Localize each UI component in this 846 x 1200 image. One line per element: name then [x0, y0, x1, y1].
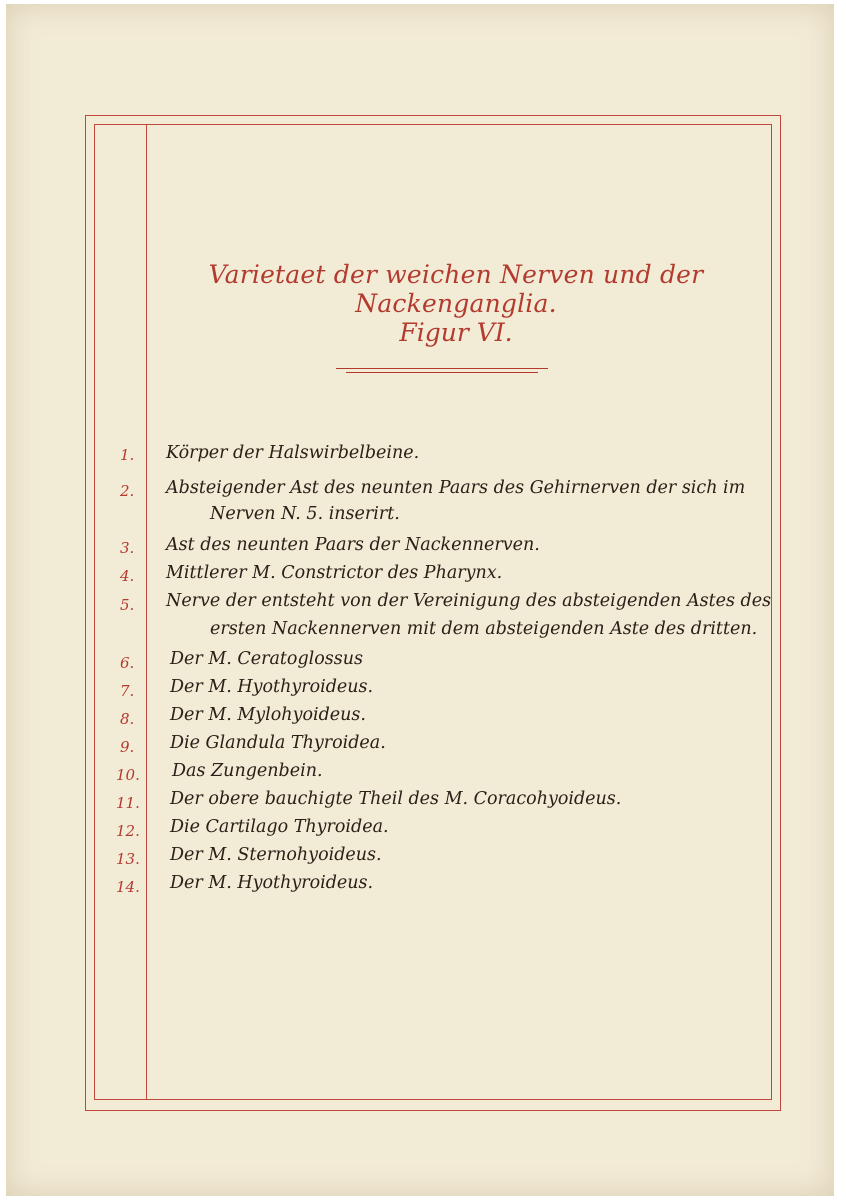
entry-number: 3.: [120, 539, 135, 557]
entry-number: 1.: [120, 446, 135, 464]
entry-text: Der M. Mylohyoideus.: [170, 705, 366, 725]
entry-number: 10.: [116, 766, 140, 784]
entry-number: 9.: [120, 738, 135, 756]
entry-text: Nerve der entsteht von der Vereinigung des absteigenden Astes des: [166, 591, 772, 611]
entry-number: 11.: [116, 794, 140, 812]
entry-text: Körper der Halswirbelbeine.: [166, 443, 420, 463]
entry-text: Mittlerer M. Constrictor des Pharynx.: [166, 563, 503, 583]
entry-text-continued: Nerven N. 5. inserirt.: [210, 504, 400, 524]
title-divider: [336, 368, 548, 376]
entry-number: 4.: [120, 567, 135, 585]
entry-number: 5.: [120, 596, 135, 614]
entry-number: 6.: [120, 654, 135, 672]
entry-text: Das Zungenbein.: [172, 761, 323, 781]
entry-text: Der M. Sternohyoideus.: [170, 845, 382, 865]
entry-text: Der M. Ceratoglossus: [170, 649, 364, 669]
entry-number: 7.: [120, 682, 135, 700]
entry-text: Die Glandula Thyroidea.: [170, 733, 386, 753]
entry-text: Ast des neunten Paars der Nackennerven.: [166, 535, 540, 555]
entry-number: 8.: [120, 710, 135, 728]
entry-number: 13.: [116, 850, 140, 868]
entry-text: Die Cartilago Thyroidea.: [170, 817, 389, 837]
entry-text: Absteigender Ast des neunten Paars des Gehirnerven der sich im: [166, 478, 746, 498]
entry-text: Der obere bauchigte Theil des M. Coracohyoideus.: [170, 789, 622, 809]
entry-number: 2.: [120, 482, 135, 500]
entry-number: 14.: [116, 878, 140, 896]
entry-number: 12.: [116, 822, 140, 840]
entry-text: Der M. Hyothyroideus.: [170, 873, 374, 893]
entry-text-continued: ersten Nackennerven mit dem absteigenden Aste des dritten.: [210, 619, 758, 639]
entry-text: Der M. Hyothyroideus.: [170, 677, 374, 697]
page-title: Varietaet der weichen Nerven und der Nackenganglia.: [208, 260, 704, 318]
figure-label: Figur VI.: [399, 318, 513, 347]
